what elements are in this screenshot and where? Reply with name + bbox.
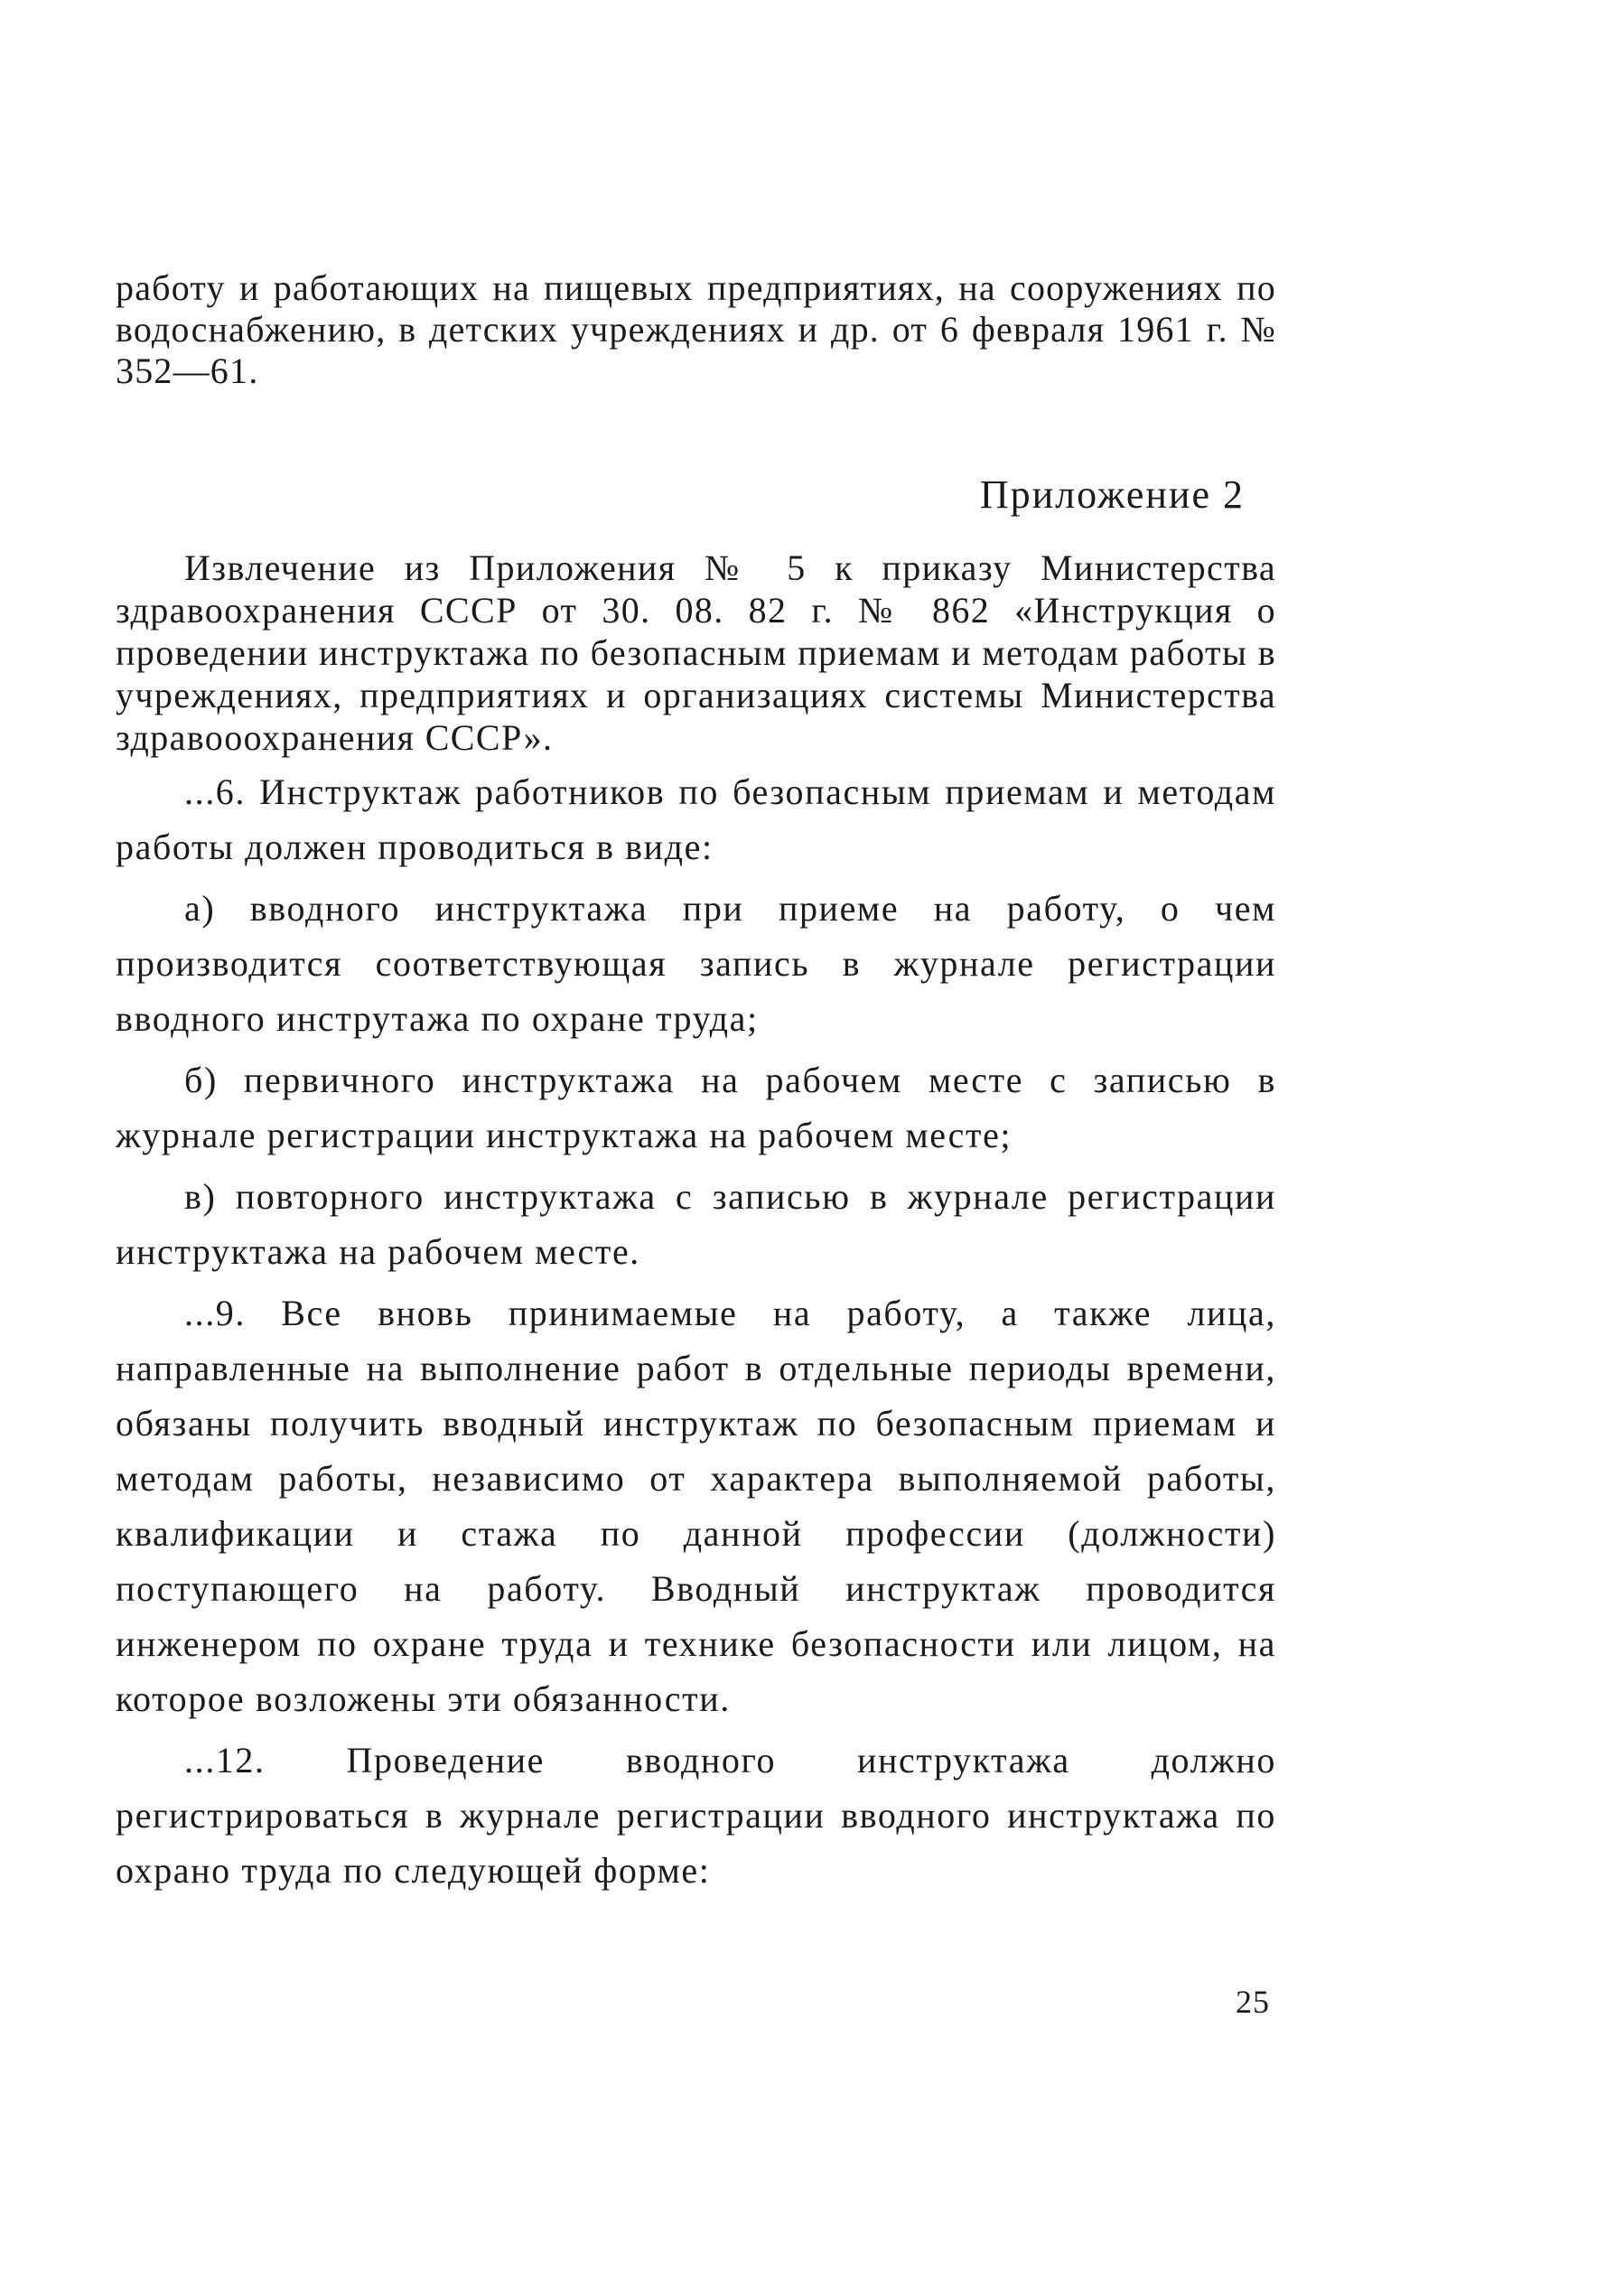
instruction-body [116,764,1276,1898]
paragraph-item-6: ...6. Инструктаж работников по безопасным приемам и методам работы должен проводиться в виде: [116,771,1276,867]
page-number: 25 [1236,1984,1270,2020]
paragraph-item-9: ...9. Все вновь принимаемые на работу, а также лица, направленные на выполнение работ в отдельные периоды времени, обязаны получить вводный инструктаж по безопасным приемам и методам работы, независимо от характера выполняемой работы, квалификации и стажа по данной профессии (должности) поступающего на работу. Вводный инструктаж проводится инженером по охране труда и технике безопасности или лицом, на которое возложены эти обязанности. [116,1293,1276,1719]
appendix-heading: Приложение 2 [979,472,1245,517]
paragraph-item-12: ...12. Проведение вводного инструктажа должно регистрироваться в журнале регистрации вводного инструктажа по охрано труда по следующей форме: [116,1740,1276,1891]
paragraph-item-6a: а) вводного инструктажа при приеме на работу, о чем производится соответствующая запись в журнале регистрации вводного инструтажа по охране труда; [116,888,1276,1039]
paragraph-item-6b: б) первичного инструктажа на рабочем месте с записью в журнале регистрации инструктажа на рабочем месте; [116,1060,1276,1155]
intro-paragraph: Извлечение из Приложения № 5 к приказу Министерства здравоохранения СССР от 30. 08. 82 г. № 862 «Инструкция о проведении инструктажа по безопасным приемам и методам работы в учреждениях, предприятиях и организациях системы Министерства здравооохранения СССР». [116,547,1276,758]
continuation-paragraph: работу и работающих на пищевых предприятиях, на сооружениях по водоснабжению, в детских учреждениях и др. от 6 февраля 1961 г. № 352—61. [116,267,1276,391]
paragraph-item-6v: в) повторного инструктажа с записью в журнале регистрации инструктажа на рабочем месте. [116,1176,1276,1272]
